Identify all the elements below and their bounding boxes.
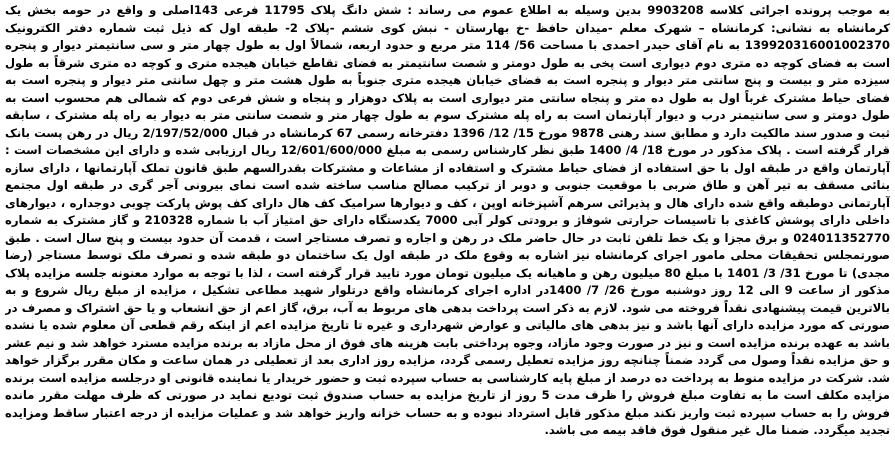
auction-notice-text: به موجب پرونده اجرائی کلاسه 9903208 بدین وسیله به اطلاع عموم می رساند : شش دانگ پلاک 11795 فرعی 143اصلی و واقع در حومه بخش یک کرمانشاه به نشانی: کرمانشاه – شهرک معلم -میدان حافظ -خ بهارستان - نبش کوی ششم -پلاک 2- طبقه اول که ذیل ثبت شماره دفتر الکترونیک 139920316001002370 به نام آقای حیدر احمدی با مساحت 56/ 114 متر مربع و حدود اربعه، شمالاً اول به طول چهار متر و سی سانتیمتر دیوار و پنجره است به فضای کوچه ده متری دوم دیواری است پخی به طول دومتر و شصت سانتیمتر به فضای تقاطع خیابان هیجده متری و کوچه ده متری شرقاً به طول سیزده متر و بیست و پنج سانتی متر دیوار و پنجره است به فضای خیابان هیجده متری جنوباً به طول هشت متر و چهل سانتی متر دیوار و پنجره است به فضای حیاط مشترک غرباً اول به طول ده متر و پنجاه سانتی متر دیواری است به پلاک دوهزار و پنجاه و شش فرعی دوم که شمالی هم محسوب است به طول دومتر و سی سانتیمتر درب و دیوار آپارتمان است به راه پله مشترک سوم به طول چهار متر و شصت سانتی متر به دیوار به راه پله مشترک ، سابقه ثبت و صدور سند مالکیت دارد و مطابق سند رهنی 9878 مورخ 15/ 12/ 1396 دفترخانه رسمی 67 کرمانشاه در قبال 2/197/52/000 ریال در رهن پست بانک قرار گرفته است . پلاک مذکور در مورخ 18/ 4/ 1400 طبق نظر کارشناس رسمی به مبلغ 12/601/600/000 ریال ارزیابی شده و دارای این مشخصات است : آپارتمان واقع در طبقه اول با حق استفاده از فضای حیاط مشترک و استفاده از مشاعات و مشترکات بقدرالسهم طبق قانون تملک آپارتمانها ، دارای سازه بنائی مسقف به تیر آهن و طاق ضربی با موقعیت جنوبی و دوبر از ترکیب مصالح مناسب ساخته شده است نمای بیرونی آجر گری در طبقه اول مجتمع آپارتمانی دوطبقه واقع شده دارای هال و پذیرائی سرهم آشپزخانه اوپن ، کف و دیوارها سرامیک کف هال دارای کف پوش پارکت چوبی دوجداره ، دیوارهای داخلی دارای پوشش کاغذی با تاسیسات حرارتی شوفاژ و برودتی کولر آبی 7000 یکدستگاه دارای حق امتیاز آب با شماره 210328 و گاز مشترک به شماره 024011352770 و برق مجزا و یک خط تلفن ثابت در حال حاضر ملک در رهن و اجاره و تصرف مستاجر است ، قدمت آن حدود بیست و پنج سال است . طبق صورتمجلس تحقیقات محلی مامور اجرای کرمانشاه نیز اشاره به وقوع ملک در طبقه اول یک ساختمان دو طبقه شده و تصرف ملک توسط مستاجر (رضا مجدی) تا مورخ 31/ 3/ 1401 با مبلغ 80 میلیون رهن و ماهیانه یک میلیون تومان مورد تایید قرار گرفته است ، لذا با توجه به موارد معنونه جلسه مزایده پلاک مذکور از ساعت 9 الی 12 روز دوشنبه مورخ 26/ 7/ 1400در اداره اجرای کرمانشاه واقع درتلوار شهید مطاعی تشکیل ، مزایده از مبلغ ریال شروع و به بالاترین قیمت پیشنهادی نقداً فروخته می شود. لازم به ذکر است پرداخت بدهی های مربوط به آب، برق، گاز اعم از حق انشعاب و یا حق اشتراک و مصرف در صورتی که مورد مزایده دارای آنها باشد و نیز بدهی های مالیاتی و عوارض شهرداری و غیره تا تاریخ مزایده اعم از اینکه رقم قطعی آن معلوم شده یا نشده باشد به عهده برنده مزایده است و نیز در صورت وجود مازاد، وجوه پرداختی بابت هزینه های فوق از محل مازاد به برنده مزایده مسترد خواهد شد و نیم عشر و حق مزایده نقداً وصول می گردد ضمناً چنانچه روز مزایده تعطیل رسمی گردد، مزایده روز اداری بعد از تعطیلی در همان ساعت و مکان مقرر برگزار خواهد شد. شرکت در مزایده منوط به پرداخت ده درصد از مبلغ پایه کارشناسی به حساب سپرده ثبت و حضور خریدار یا نماینده قانونی او درجلسه مزایده است برنده مزایده مکلف است ما به تفاوت مبلغ فروش را ظرف مدت 5 روز از تاریخ مزایده به حساب صندوق ثبت تودیع نماید در صورتی که ظرف مهلت مقرر مانده فروش را به حساب سپرده ثبت واریز نکند مبلغ مذکور قابل استرداد نبوده و به حساب خزانه واریز خواهد شد و عملیات مزایده از درجه اعتبار ساقط ومزایده تجدید میگردد. ضمنا مال غیر منقول فوق فاقد بیمه می باشد.: [5, 3, 890, 437]
